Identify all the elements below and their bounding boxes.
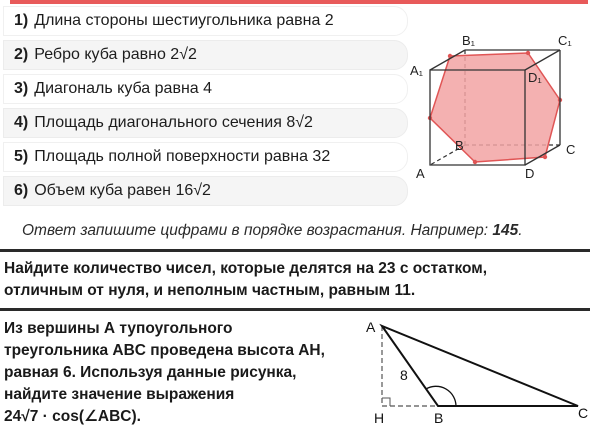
section-divider <box>0 308 590 311</box>
cube-label-d: D <box>525 166 535 181</box>
option-row-3 <box>3 74 408 104</box>
option-row-2 <box>3 40 408 70</box>
task-divisibility <box>4 258 487 302</box>
option-number: 2) <box>14 46 29 63</box>
option-text: Объем куба равен 16√2 <box>34 182 211 199</box>
task-line: равная 6. Используя данные рисунка, <box>4 364 297 381</box>
task-line: треугольника ABC проведена высота AH, <box>4 342 325 359</box>
triangle-label-a: A <box>366 319 376 335</box>
option-row-4 <box>3 108 408 138</box>
task-line: Из вершины А тупоугольного <box>4 320 233 337</box>
option-row-5 <box>3 142 408 172</box>
cube-label-a: A <box>416 166 425 181</box>
side-length-label: 8 <box>400 367 408 383</box>
option-number: 1) <box>14 12 29 29</box>
cube-label-c1: C₁ <box>558 33 572 48</box>
task-line: 24√7 · cos(∠ABC). <box>4 408 141 425</box>
section-divider <box>0 249 590 252</box>
option-number: 3) <box>14 80 29 97</box>
cube-label-b1: B₁ <box>462 33 476 48</box>
cube-label-c: C <box>566 142 576 157</box>
option-text: Площадь полной поверхности равна 32 <box>34 148 331 165</box>
option-number: 6) <box>14 182 29 199</box>
option-text: Диагональ куба равна 4 <box>34 80 213 97</box>
top-accent-bar <box>10 0 588 4</box>
task-line: Найдите количество чисел, которые делятся на 23 с остатком, <box>4 260 488 277</box>
right-angle-mark <box>382 398 390 406</box>
cube-label-d1: D₁ <box>528 70 542 85</box>
answer-instructions <box>22 222 523 240</box>
option-text: Ребро куба равно 2√2 <box>34 46 197 63</box>
answer-hint-example: 145 <box>492 222 519 239</box>
triangle-diagram <box>360 318 588 428</box>
triangle-label-b: B <box>434 410 444 426</box>
triangle-label-c: C <box>578 405 588 421</box>
options-list <box>3 6 408 210</box>
cube-diagram <box>410 30 580 190</box>
answer-hint-text: Ответ запишите цифрами в порядке возрастания. Например: <box>22 222 493 239</box>
task-triangle <box>4 318 325 428</box>
cube-label-b: B <box>455 138 464 153</box>
triangle-label-h: H <box>374 410 385 426</box>
option-text: Длина стороны шестиугольника равна 2 <box>34 12 334 29</box>
cube-label-a1: A₁ <box>410 63 424 78</box>
task-line: найдите значение выражения <box>4 386 235 403</box>
option-row-1 <box>3 6 408 36</box>
answer-hint-end: . <box>518 222 523 239</box>
option-number: 4) <box>14 114 29 131</box>
triangle-abc <box>382 326 578 406</box>
option-number: 5) <box>14 148 29 165</box>
task-line: отличным от нуля, и неполным частным, равным 11. <box>4 282 416 299</box>
option-text: Площадь диагонального сечения 8√2 <box>34 114 313 131</box>
option-row-6 <box>3 176 408 206</box>
